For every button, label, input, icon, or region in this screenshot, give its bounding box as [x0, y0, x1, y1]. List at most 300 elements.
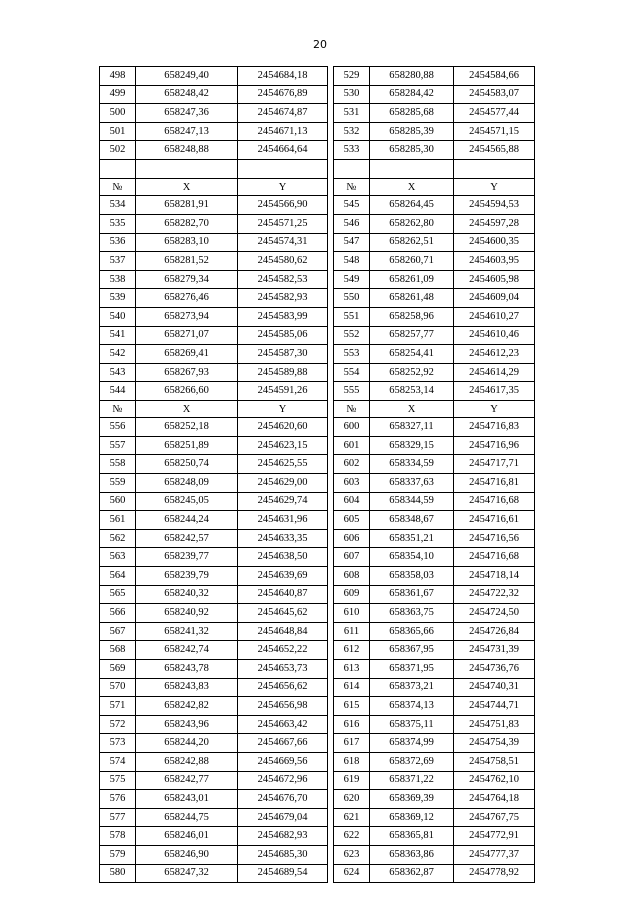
x-coordinate-cell: 658250,74: [136, 455, 238, 474]
point-number-cell: 622: [334, 827, 370, 846]
table-row: [100, 436, 535, 455]
y-coordinate-cell: 2454718,14: [454, 567, 535, 586]
x-coordinate-cell: 658242,74: [136, 641, 238, 660]
point-number-cell: 534: [100, 196, 136, 215]
column-header-num: №: [334, 178, 370, 195]
y-coordinate-cell: 2454625,55: [238, 455, 328, 474]
table-row: [100, 827, 535, 846]
y-coordinate-cell: 2454600,35: [454, 233, 535, 252]
x-coordinate-cell: 658282,70: [136, 214, 238, 233]
y-coordinate-cell: 2454682,93: [238, 827, 328, 846]
y-coordinate-cell: 2454591,26: [238, 382, 328, 401]
table-row: [100, 345, 535, 364]
y-coordinate-cell: 2454582,93: [238, 289, 328, 308]
column-header-x: X: [370, 178, 454, 195]
table-row: [100, 604, 535, 623]
x-coordinate-cell: 658367,95: [370, 641, 454, 660]
x-coordinate-cell: 658273,94: [136, 307, 238, 326]
y-coordinate-cell: 2454629,00: [238, 474, 328, 493]
y-coordinate-cell: 2454767,75: [454, 808, 535, 827]
y-coordinate-cell: 2454663,42: [238, 715, 328, 734]
point-number-cell: 548: [334, 252, 370, 271]
y-coordinate-cell: 2454648,84: [238, 622, 328, 641]
x-coordinate-cell: 658369,39: [370, 790, 454, 809]
x-coordinate-cell: 658247,32: [136, 864, 238, 883]
y-coordinate-cell: 2454716,56: [454, 529, 535, 548]
x-coordinate-cell: 658248,88: [136, 141, 238, 160]
y-coordinate-cell: 2454777,37: [454, 845, 535, 864]
empty-cell: [238, 159, 328, 178]
x-coordinate-cell: 658242,77: [136, 771, 238, 790]
x-coordinate-cell: 658329,15: [370, 436, 454, 455]
y-coordinate-cell: 2454667,66: [238, 734, 328, 753]
x-coordinate-cell: 658363,86: [370, 845, 454, 864]
empty-cell: [136, 159, 238, 178]
y-coordinate-cell: 2454566,90: [238, 196, 328, 215]
point-number-cell: 609: [334, 585, 370, 604]
page-number: 20: [313, 38, 327, 51]
y-coordinate-cell: 2454669,56: [238, 752, 328, 771]
point-number-cell: 613: [334, 660, 370, 679]
point-number-cell: 578: [100, 827, 136, 846]
column-header-num: №: [100, 400, 136, 417]
x-coordinate-cell: 658262,80: [370, 214, 454, 233]
point-number-cell: 560: [100, 492, 136, 511]
table-row: [100, 233, 535, 252]
point-number-cell: 536: [100, 233, 136, 252]
y-coordinate-cell: 2454645,62: [238, 604, 328, 623]
x-coordinate-cell: 658243,96: [136, 715, 238, 734]
table-row: [100, 122, 535, 141]
point-number-cell: 561: [100, 511, 136, 530]
y-coordinate-cell: 2454594,53: [454, 196, 535, 215]
table-row: [100, 67, 535, 86]
point-number-cell: 549: [334, 270, 370, 289]
x-coordinate-cell: 658267,93: [136, 363, 238, 382]
y-coordinate-cell: 2454633,35: [238, 529, 328, 548]
x-coordinate-cell: 658365,81: [370, 827, 454, 846]
header-row: [100, 400, 535, 417]
point-number-cell: 568: [100, 641, 136, 660]
point-number-cell: 623: [334, 845, 370, 864]
y-coordinate-cell: 2454764,18: [454, 790, 535, 809]
point-number-cell: 555: [334, 382, 370, 401]
x-coordinate-cell: 658242,82: [136, 697, 238, 716]
x-coordinate-cell: 658239,77: [136, 548, 238, 567]
y-coordinate-cell: 2454676,89: [238, 85, 328, 104]
table-row: [100, 697, 535, 716]
y-coordinate-cell: 2454620,60: [238, 418, 328, 437]
x-coordinate-cell: 658243,78: [136, 660, 238, 679]
x-coordinate-cell: 658334,59: [370, 455, 454, 474]
table-row: [100, 214, 535, 233]
point-number-cell: 563: [100, 548, 136, 567]
point-number-cell: 617: [334, 734, 370, 753]
point-number-cell: 577: [100, 808, 136, 827]
point-number-cell: 541: [100, 326, 136, 345]
y-coordinate-cell: 2454684,18: [238, 67, 328, 86]
point-number-cell: 539: [100, 289, 136, 308]
y-coordinate-cell: 2454653,73: [238, 660, 328, 679]
x-coordinate-cell: 658242,88: [136, 752, 238, 771]
y-coordinate-cell: 2454772,91: [454, 827, 535, 846]
point-number-cell: 616: [334, 715, 370, 734]
x-coordinate-cell: 658251,89: [136, 436, 238, 455]
point-number-cell: 567: [100, 622, 136, 641]
point-number-cell: 618: [334, 752, 370, 771]
x-coordinate-cell: 658252,18: [136, 418, 238, 437]
x-coordinate-cell: 658351,21: [370, 529, 454, 548]
x-coordinate-cell: 658261,09: [370, 270, 454, 289]
x-coordinate-cell: 658257,77: [370, 326, 454, 345]
point-number-cell: 538: [100, 270, 136, 289]
table-row: [100, 585, 535, 604]
table-row: [100, 641, 535, 660]
x-coordinate-cell: 658354,10: [370, 548, 454, 567]
x-coordinate-cell: 658244,24: [136, 511, 238, 530]
x-coordinate-cell: 658248,42: [136, 85, 238, 104]
point-number-cell: 550: [334, 289, 370, 308]
point-number-cell: 501: [100, 122, 136, 141]
table-row: [100, 307, 535, 326]
table-row: [100, 326, 535, 345]
table-row: [100, 529, 535, 548]
x-coordinate-cell: 658248,09: [136, 474, 238, 493]
x-coordinate-cell: 658244,20: [136, 734, 238, 753]
x-coordinate-cell: 658254,41: [370, 345, 454, 364]
point-number-cell: 612: [334, 641, 370, 660]
point-number-cell: 602: [334, 455, 370, 474]
y-coordinate-cell: 2454614,29: [454, 363, 535, 382]
table-row: [100, 845, 535, 864]
table-row: [100, 104, 535, 123]
point-number-cell: 615: [334, 697, 370, 716]
x-coordinate-cell: 658371,95: [370, 660, 454, 679]
point-number-cell: 543: [100, 363, 136, 382]
y-coordinate-cell: 2454671,13: [238, 122, 328, 141]
x-coordinate-cell: 658327,11: [370, 418, 454, 437]
y-coordinate-cell: 2454574,31: [238, 233, 328, 252]
table-row: [100, 252, 535, 271]
x-coordinate-cell: 658348,67: [370, 511, 454, 530]
point-number-cell: 498: [100, 67, 136, 86]
x-coordinate-cell: 658365,66: [370, 622, 454, 641]
y-coordinate-cell: 2454610,27: [454, 307, 535, 326]
x-coordinate-cell: 658281,91: [136, 196, 238, 215]
x-coordinate-cell: 658239,79: [136, 567, 238, 586]
y-coordinate-cell: 2454722,32: [454, 585, 535, 604]
x-coordinate-cell: 658246,90: [136, 845, 238, 864]
point-number-cell: 500: [100, 104, 136, 123]
y-coordinate-cell: 2454736,76: [454, 660, 535, 679]
table-row: [100, 715, 535, 734]
column-header-y: Y: [238, 178, 328, 195]
x-coordinate-cell: 658246,01: [136, 827, 238, 846]
x-coordinate-cell: 658253,14: [370, 382, 454, 401]
y-coordinate-cell: 2454724,50: [454, 604, 535, 623]
x-coordinate-cell: 658375,11: [370, 715, 454, 734]
y-coordinate-cell: 2454716,83: [454, 418, 535, 437]
point-number-cell: 535: [100, 214, 136, 233]
point-number-cell: 530: [334, 85, 370, 104]
y-coordinate-cell: 2454610,46: [454, 326, 535, 345]
x-coordinate-cell: 658285,30: [370, 141, 454, 160]
y-coordinate-cell: 2454623,15: [238, 436, 328, 455]
column-header-num: №: [334, 400, 370, 417]
y-coordinate-cell: 2454754,39: [454, 734, 535, 753]
x-coordinate-cell: 658244,75: [136, 808, 238, 827]
point-number-cell: 570: [100, 678, 136, 697]
y-coordinate-cell: 2454716,68: [454, 492, 535, 511]
y-coordinate-cell: 2454571,15: [454, 122, 535, 141]
point-number-cell: 546: [334, 214, 370, 233]
point-number-cell: 537: [100, 252, 136, 271]
table-row: [100, 734, 535, 753]
point-number-cell: 621: [334, 808, 370, 827]
y-coordinate-cell: 2454716,61: [454, 511, 535, 530]
y-coordinate-cell: 2454751,83: [454, 715, 535, 734]
point-number-cell: 532: [334, 122, 370, 141]
x-coordinate-cell: 658240,92: [136, 604, 238, 623]
table-row: [100, 141, 535, 160]
table-row: [100, 492, 535, 511]
y-coordinate-cell: 2454744,71: [454, 697, 535, 716]
table-row: [100, 363, 535, 382]
y-coordinate-cell: 2454639,69: [238, 567, 328, 586]
x-coordinate-cell: 658358,03: [370, 567, 454, 586]
x-coordinate-cell: 658279,34: [136, 270, 238, 289]
point-number-cell: 502: [100, 141, 136, 160]
y-coordinate-cell: 2454583,99: [238, 307, 328, 326]
x-coordinate-cell: 658242,57: [136, 529, 238, 548]
point-number-cell: 566: [100, 604, 136, 623]
y-coordinate-cell: 2454689,54: [238, 864, 328, 883]
point-number-cell: 559: [100, 474, 136, 493]
y-coordinate-cell: 2454580,62: [238, 252, 328, 271]
column-header-x: X: [370, 400, 454, 417]
x-coordinate-cell: 658276,46: [136, 289, 238, 308]
y-coordinate-cell: 2454652,22: [238, 641, 328, 660]
point-number-cell: 556: [100, 418, 136, 437]
y-coordinate-cell: 2454656,62: [238, 678, 328, 697]
y-coordinate-cell: 2454603,95: [454, 252, 535, 271]
x-coordinate-cell: 658371,22: [370, 771, 454, 790]
x-coordinate-cell: 658240,32: [136, 585, 238, 604]
x-coordinate-cell: 658337,63: [370, 474, 454, 493]
x-coordinate-cell: 658284,42: [370, 85, 454, 104]
y-coordinate-cell: 2454762,10: [454, 771, 535, 790]
point-number-cell: 562: [100, 529, 136, 548]
column-header-y: Y: [238, 400, 328, 417]
y-coordinate-cell: 2454585,06: [238, 326, 328, 345]
point-number-cell: 531: [334, 104, 370, 123]
table-row: [100, 382, 535, 401]
x-coordinate-cell: 658262,51: [370, 233, 454, 252]
x-coordinate-cell: 658369,12: [370, 808, 454, 827]
point-number-cell: 551: [334, 307, 370, 326]
y-coordinate-cell: 2454571,25: [238, 214, 328, 233]
point-number-cell: 575: [100, 771, 136, 790]
x-coordinate-cell: 658374,13: [370, 697, 454, 716]
table-row: [100, 418, 535, 437]
x-coordinate-cell: 658283,10: [136, 233, 238, 252]
table-row: [100, 474, 535, 493]
y-coordinate-cell: 2454672,96: [238, 771, 328, 790]
y-coordinate-cell: 2454758,51: [454, 752, 535, 771]
y-coordinate-cell: 2454584,66: [454, 67, 535, 86]
coordinates-table: [99, 66, 535, 883]
point-number-cell: 565: [100, 585, 136, 604]
point-number-cell: 614: [334, 678, 370, 697]
x-coordinate-cell: 658264,45: [370, 196, 454, 215]
x-coordinate-cell: 658260,71: [370, 252, 454, 271]
table-row: [100, 567, 535, 586]
x-coordinate-cell: 658249,40: [136, 67, 238, 86]
column-header-x: X: [136, 178, 238, 195]
point-number-cell: 564: [100, 567, 136, 586]
empty-cell: [370, 159, 454, 178]
point-number-cell: 606: [334, 529, 370, 548]
y-coordinate-cell: 2454656,98: [238, 697, 328, 716]
point-number-cell: 580: [100, 864, 136, 883]
table-row: [100, 289, 535, 308]
x-coordinate-cell: 658243,01: [136, 790, 238, 809]
point-number-cell: 571: [100, 697, 136, 716]
x-coordinate-cell: 658247,13: [136, 122, 238, 141]
blank-row: [100, 159, 535, 178]
point-number-cell: 553: [334, 345, 370, 364]
table-row: [100, 771, 535, 790]
table-row: [100, 808, 535, 827]
x-coordinate-cell: 658361,67: [370, 585, 454, 604]
point-number-cell: 544: [100, 382, 136, 401]
table-row: [100, 511, 535, 530]
y-coordinate-cell: 2454674,87: [238, 104, 328, 123]
y-coordinate-cell: 2454629,74: [238, 492, 328, 511]
column-header-y: Y: [454, 178, 535, 195]
point-number-cell: 619: [334, 771, 370, 790]
point-number-cell: 572: [100, 715, 136, 734]
y-coordinate-cell: 2454565,88: [454, 141, 535, 160]
y-coordinate-cell: 2454609,04: [454, 289, 535, 308]
y-coordinate-cell: 2454716,81: [454, 474, 535, 493]
point-number-cell: 576: [100, 790, 136, 809]
y-coordinate-cell: 2454726,84: [454, 622, 535, 641]
point-number-cell: 557: [100, 436, 136, 455]
x-coordinate-cell: 658271,07: [136, 326, 238, 345]
point-number-cell: 529: [334, 67, 370, 86]
table-row: [100, 678, 535, 697]
table-row: [100, 270, 535, 289]
x-coordinate-cell: 658285,39: [370, 122, 454, 141]
table-row: [100, 85, 535, 104]
table-row: [100, 660, 535, 679]
point-number-cell: 603: [334, 474, 370, 493]
point-number-cell: 610: [334, 604, 370, 623]
point-number-cell: 533: [334, 141, 370, 160]
y-coordinate-cell: 2454583,07: [454, 85, 535, 104]
table-row: [100, 196, 535, 215]
y-coordinate-cell: 2454664,64: [238, 141, 328, 160]
table-row: [100, 622, 535, 641]
point-number-cell: 611: [334, 622, 370, 641]
point-number-cell: 540: [100, 307, 136, 326]
point-number-cell: 569: [100, 660, 136, 679]
x-coordinate-cell: 658374,99: [370, 734, 454, 753]
column-header-y: Y: [454, 400, 535, 417]
y-coordinate-cell: 2454740,31: [454, 678, 535, 697]
table-row: [100, 864, 535, 883]
point-number-cell: 558: [100, 455, 136, 474]
x-coordinate-cell: 658281,52: [136, 252, 238, 271]
point-number-cell: 573: [100, 734, 136, 753]
y-coordinate-cell: 2454685,30: [238, 845, 328, 864]
empty-cell: [100, 159, 136, 178]
table-row: [100, 455, 535, 474]
x-coordinate-cell: 658373,21: [370, 678, 454, 697]
column-header-num: №: [100, 178, 136, 195]
x-coordinate-cell: 658372,69: [370, 752, 454, 771]
y-coordinate-cell: 2454778,92: [454, 864, 535, 883]
point-number-cell: 607: [334, 548, 370, 567]
y-coordinate-cell: 2454638,50: [238, 548, 328, 567]
point-number-cell: 579: [100, 845, 136, 864]
point-number-cell: 574: [100, 752, 136, 771]
y-coordinate-cell: 2454582,53: [238, 270, 328, 289]
table-row: [100, 790, 535, 809]
point-number-cell: 604: [334, 492, 370, 511]
y-coordinate-cell: 2454617,35: [454, 382, 535, 401]
y-coordinate-cell: 2454612,23: [454, 345, 535, 364]
point-number-cell: 547: [334, 233, 370, 252]
table-row: [100, 752, 535, 771]
coordinates-table-body: [100, 67, 535, 883]
x-coordinate-cell: 658252,92: [370, 363, 454, 382]
point-number-cell: 499: [100, 85, 136, 104]
y-coordinate-cell: 2454605,98: [454, 270, 535, 289]
x-coordinate-cell: 658261,48: [370, 289, 454, 308]
y-coordinate-cell: 2454631,96: [238, 511, 328, 530]
x-coordinate-cell: 658344,59: [370, 492, 454, 511]
point-number-cell: 542: [100, 345, 136, 364]
x-coordinate-cell: 658363,75: [370, 604, 454, 623]
y-coordinate-cell: 2454716,96: [454, 436, 535, 455]
x-coordinate-cell: 658243,83: [136, 678, 238, 697]
point-number-cell: 554: [334, 363, 370, 382]
table-row: [100, 548, 535, 567]
point-number-cell: 624: [334, 864, 370, 883]
point-number-cell: 600: [334, 418, 370, 437]
x-coordinate-cell: 658269,41: [136, 345, 238, 364]
x-coordinate-cell: 658280,88: [370, 67, 454, 86]
y-coordinate-cell: 2454587,30: [238, 345, 328, 364]
x-coordinate-cell: 658245,05: [136, 492, 238, 511]
point-number-cell: 601: [334, 436, 370, 455]
y-coordinate-cell: 2454679,04: [238, 808, 328, 827]
point-number-cell: 552: [334, 326, 370, 345]
x-coordinate-cell: 658247,36: [136, 104, 238, 123]
y-coordinate-cell: 2454717,71: [454, 455, 535, 474]
y-coordinate-cell: 2454716,68: [454, 548, 535, 567]
x-coordinate-cell: 658266,60: [136, 382, 238, 401]
header-row: [100, 178, 535, 195]
y-coordinate-cell: 2454676,70: [238, 790, 328, 809]
y-coordinate-cell: 2454731,39: [454, 641, 535, 660]
x-coordinate-cell: 658241,32: [136, 622, 238, 641]
empty-cell: [454, 159, 535, 178]
y-coordinate-cell: 2454589,88: [238, 363, 328, 382]
column-header-x: X: [136, 400, 238, 417]
